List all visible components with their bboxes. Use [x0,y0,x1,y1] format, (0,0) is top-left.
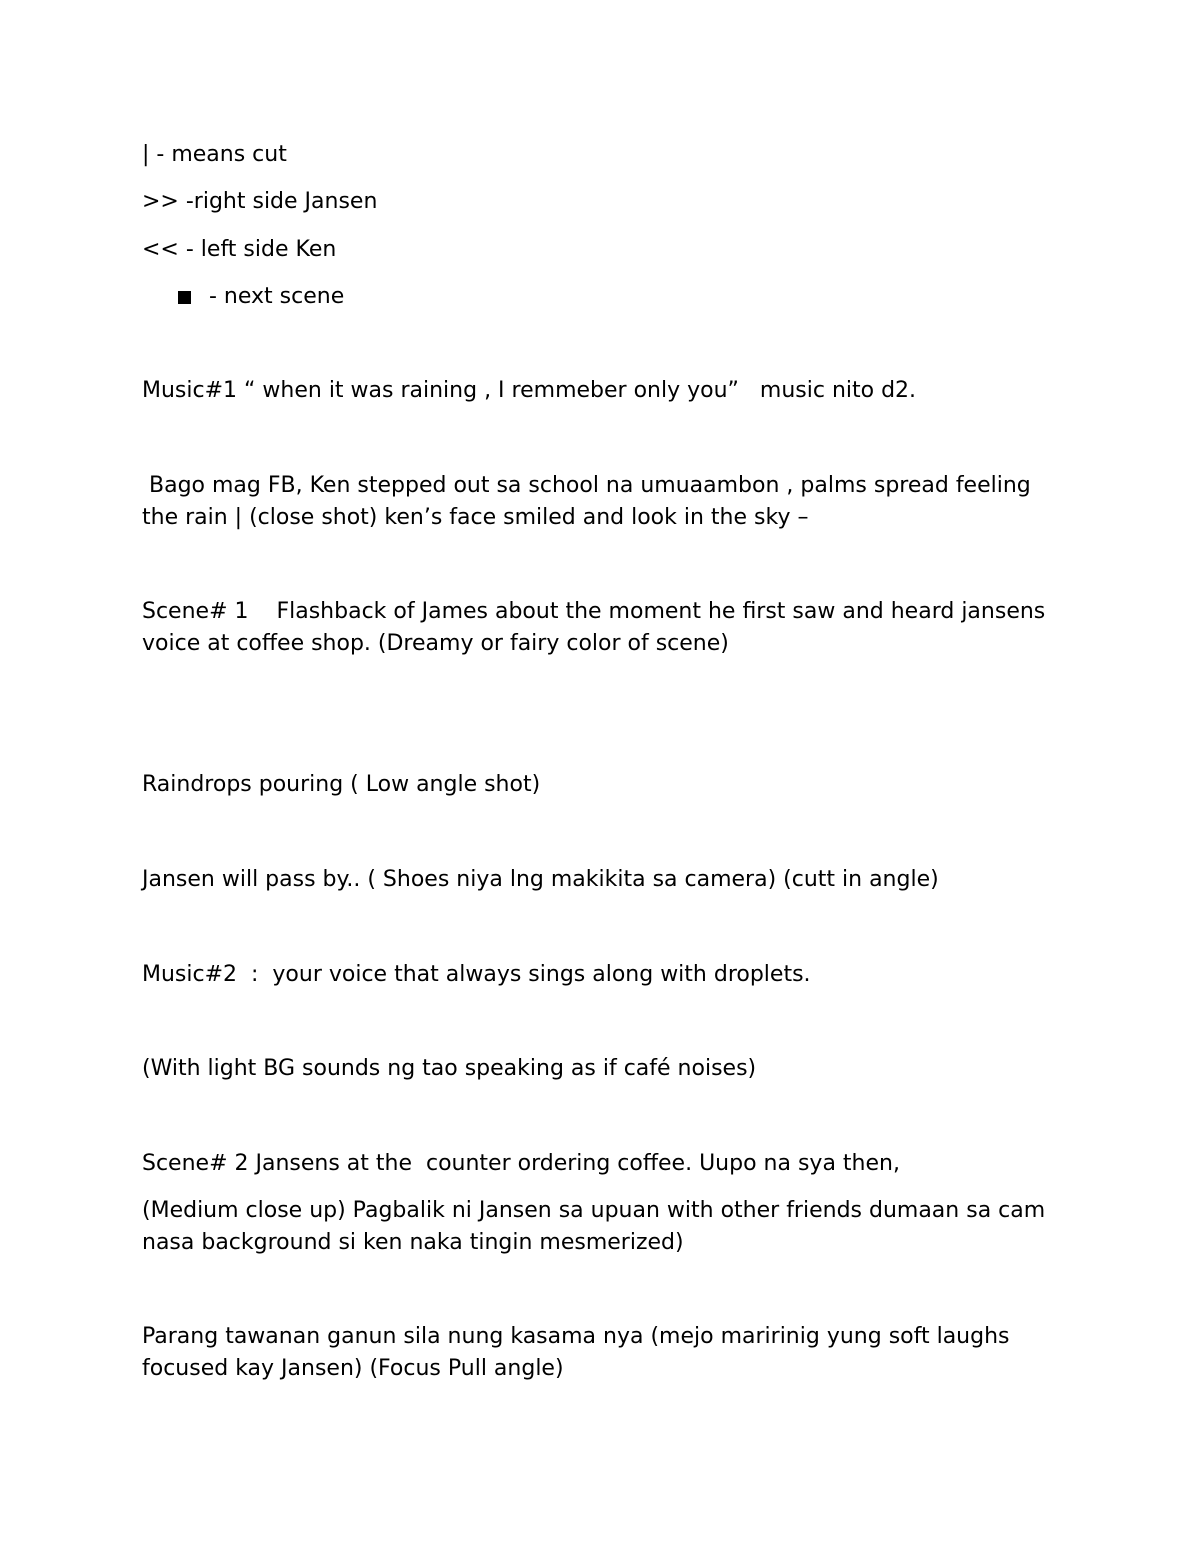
jansen-pass-paragraph: Jansen will pass by.. ( Shoes niya lng makikita sa camera) (cutt in angle) [142,867,939,892]
scene-2-paragraph: Scene# 2 Jansens at the counter ordering coffee. Uupo na sya then, [142,1151,900,1176]
legend-cut: | - means cut [142,142,287,167]
scene-1-paragraph: Scene# 1 Flashback of James about the moment he first saw and heard jansens voice at coffee shop. (Dreamy or fairy color of scene) [142,599,1053,656]
music-2-paragraph: Music#2 : your voice that always sings along with droplets. [142,962,811,987]
intro-paragraph: Bago mag FB, Ken stepped out sa school na umuaambon , palms spread feeling the rain | (close shot) ken’s face smiled and look in the sky – [142,473,1038,530]
legend-next-scene-label: - next scene [209,284,345,309]
medium-close-up-paragraph: (Medium close up) Pagbalik ni Jansen sa upuan with other friends dumaan sa cam nasa background si ken naka tingin mesmerized) [142,1198,1053,1255]
music-1-paragraph: Music#1 “ when it was raining , I remmeber only you” music nito d2. [142,378,917,403]
legend-left-side: << - left side Ken [142,237,337,262]
raindrops-paragraph: Raindrops pouring ( Low angle shot) [142,772,541,797]
tawanan-paragraph: Parang tawanan ganun sila nung kasama nya (mejo maririnig yung soft laughs focused kay Jansen) (Focus Pull angle) [142,1324,1017,1381]
square-bullet-icon [178,291,191,304]
bg-sounds-paragraph: (With light BG sounds ng tao speaking as if café noises) [142,1056,757,1081]
legend-right-side: >> -right side Jansen [142,189,378,214]
legend-next-scene [178,281,344,313]
